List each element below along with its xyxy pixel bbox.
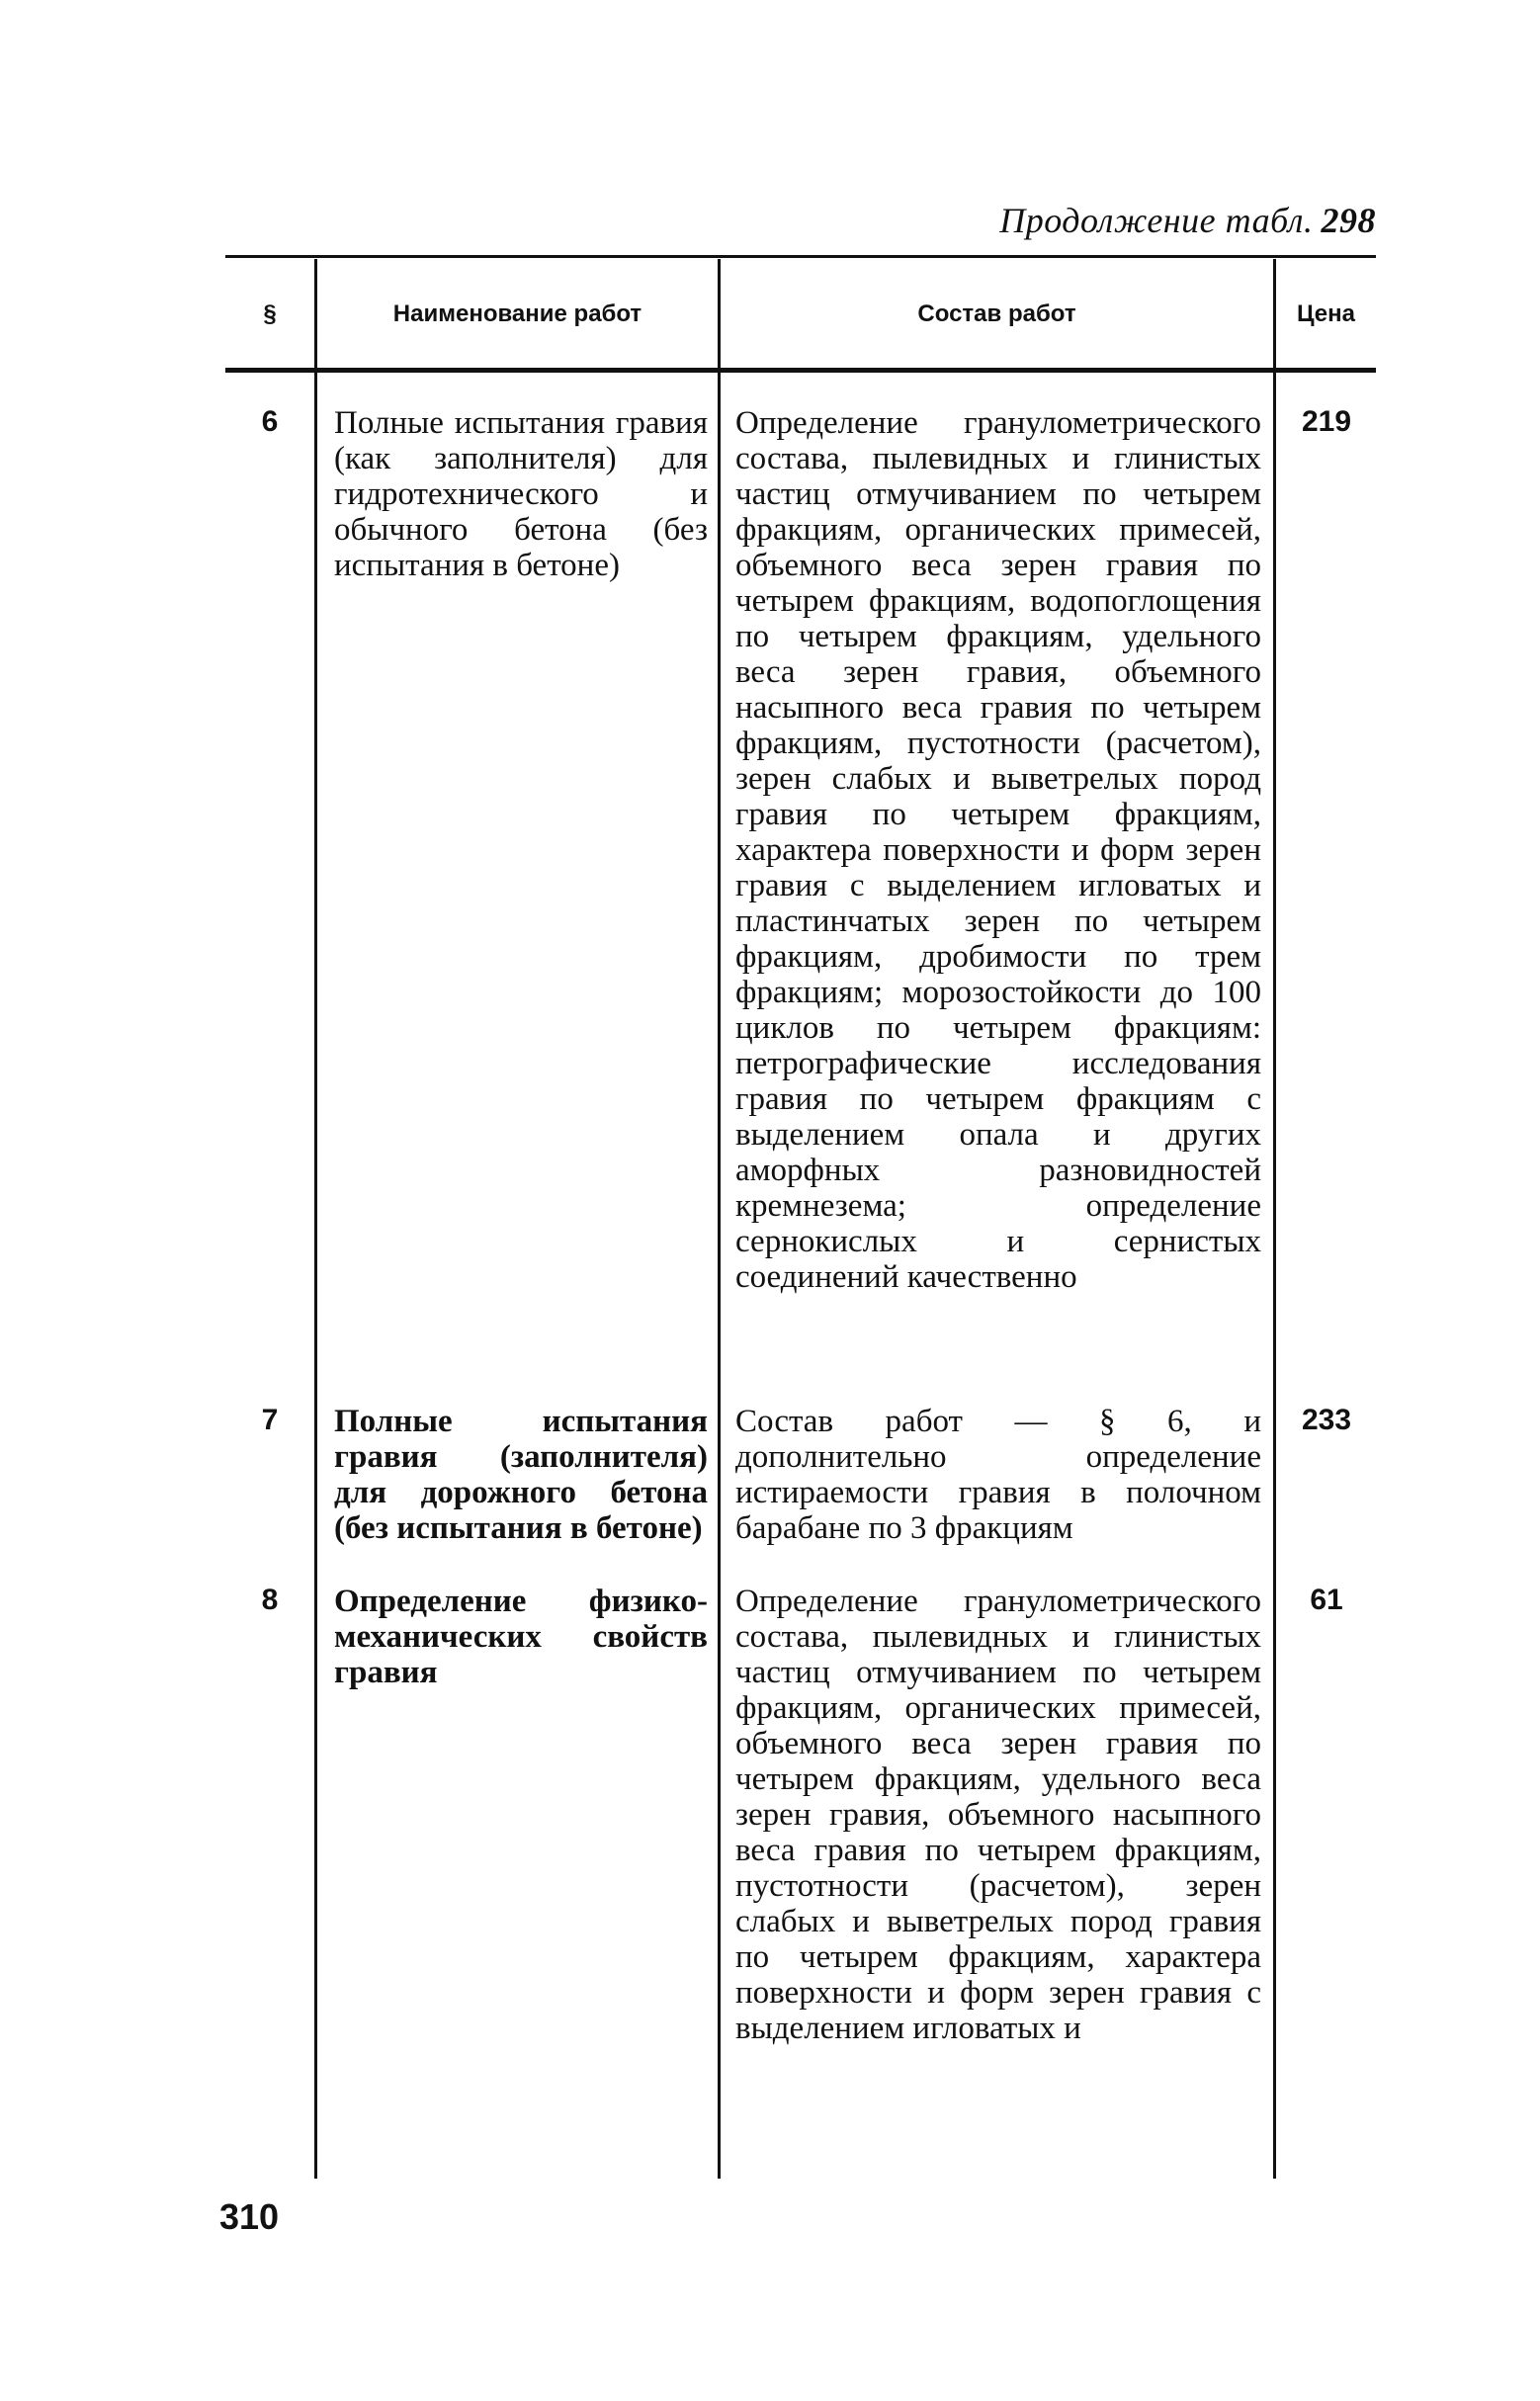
column-divider-1 <box>314 259 317 2179</box>
column-divider-3 <box>1273 259 1276 2179</box>
row-8-content: Определение гранулометрического состава, пылевидных и глинистых частиц отмучиванием по четырем фракциям, органических примесей, объемного веса зерен гравия по четырем фракциям, удельного веса зерен гравия, объемного насыпного веса гравия по четырем фракциям, пустотности (расчетом), зерен слабых и выветрелых пород гравия по четырем фракциям, характера поверхности и форм зерен гравия с выделением игловатых и <box>735 1584 1261 2046</box>
row-7-content: Состав работ — § 6, и дополнительно определение истираемости гравия в полочном барабане по 3 фракциям <box>735 1404 1261 1546</box>
table-top-rule <box>225 255 1376 258</box>
caption-text: Продолжение табл. <box>999 201 1314 240</box>
row-8-price: 61 <box>1310 1584 1343 1616</box>
row-7-number: 7 <box>261 1404 279 1436</box>
row-7-price: 233 <box>1301 1404 1352 1436</box>
table-number: 298 <box>1321 201 1376 240</box>
column-divider-2 <box>718 259 721 2179</box>
row-8-number: 8 <box>261 1584 279 1616</box>
page-number: 310 <box>219 2196 280 2237</box>
row-6-content: Определение гранулометрического состава, пылевидных и глинистых частиц отмучиванием по четырем фракциям, органических примесей, объемного веса зерен гравия по четырем фракциям, водопоглощения по четырем фракциям, удельного веса зерен гравия, объемного насыпного веса гравия по четырем фракциям, пустотности (расчетом), зерен слабых и выветрелых пород гравия по четырем фракциям, характера поверхности и форм зерен гравия с выделением игловатых и пластинчатых зерен по четырем фракциям, дробимости по трем фракциям; морозостойкости до 100 циклов по четырем фракциям: петрографические исследования гравия по четырем фракциям с выделением опала и других аморфных разновидностей кремнезема; определение сернокислых и сернистых соединений качественно <box>735 405 1261 1295</box>
row-6-price: 219 <box>1301 405 1352 438</box>
row-8-name: Определение физико-механических свойств гравия <box>334 1584 708 1690</box>
row-7-name: Полные испытания гравия (заполнителя) для дорожного бетона (без испытания в бетоне) <box>334 1404 708 1546</box>
row-6-number: 6 <box>261 405 279 438</box>
row-6-name: Полные испытания гравия (как заполнителя) для гидротехнического и обычного бетона (без испытания в бетоне) <box>334 405 708 583</box>
header-work-name-column: Наименование работ <box>392 300 642 327</box>
header-work-content-column: Состав работ <box>917 300 1076 327</box>
table-continuation-caption <box>999 200 1376 241</box>
header-section-column: § <box>263 300 277 327</box>
header-price-column: Цена <box>1296 300 1355 327</box>
